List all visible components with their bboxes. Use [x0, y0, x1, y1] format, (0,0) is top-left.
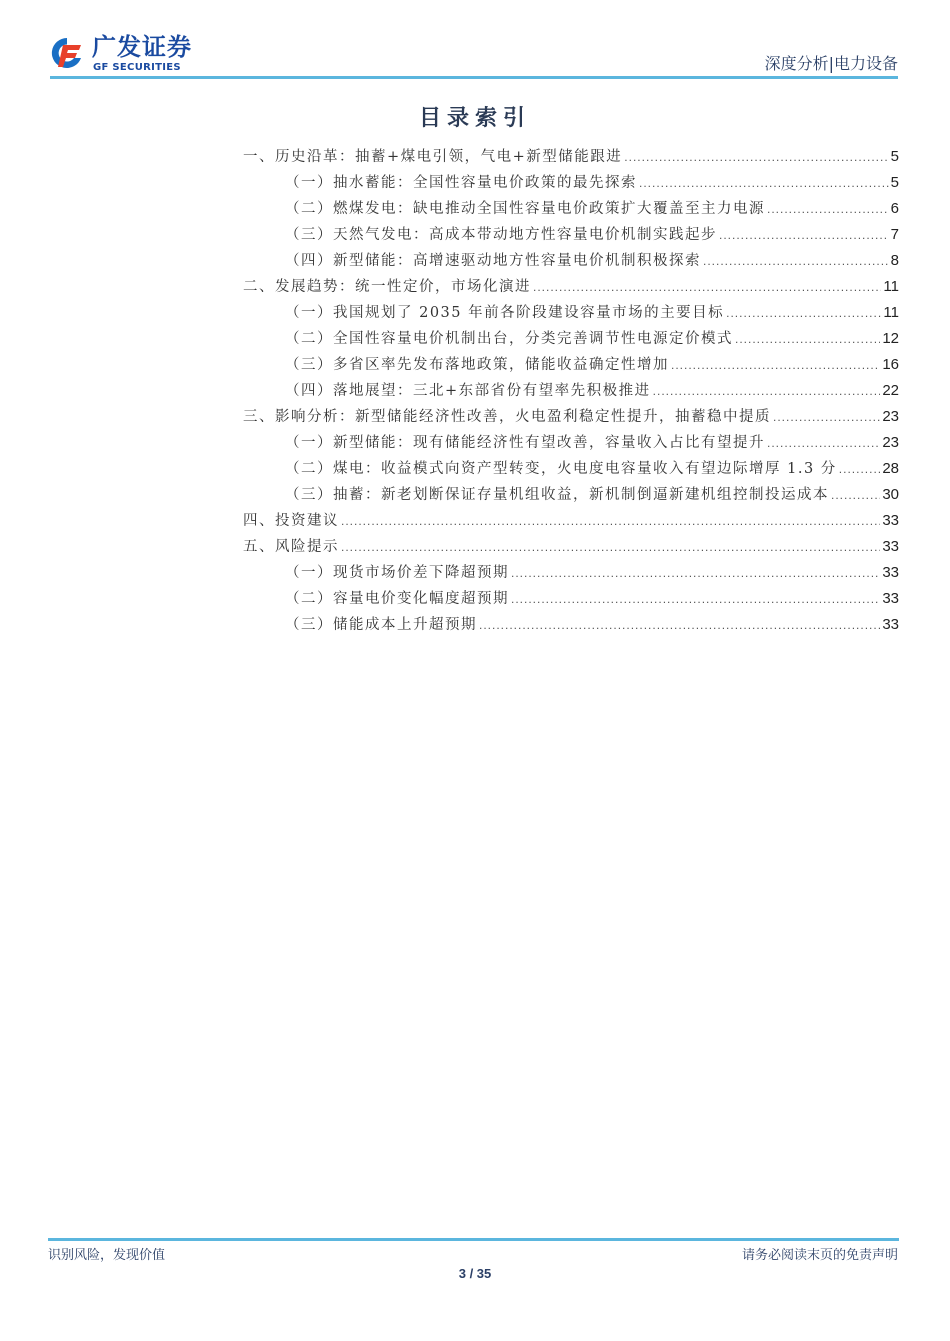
toc-entry-text: （三）多省区率先发布落地政策，储能收益确定性增加: [285, 357, 669, 373]
toc-entry-text: （四）落地展望：三北+东部省份有望率先积极推进: [285, 383, 651, 399]
toc-entry-section-5[interactable]: [243, 534, 899, 560]
toc-leader-dots: [735, 326, 880, 352]
toc-page-number: 22: [882, 382, 899, 399]
toc-page-number: 33: [882, 564, 899, 581]
toc-entry-section-2[interactable]: [243, 274, 899, 300]
toc-entry-subsection[interactable]: [243, 196, 899, 222]
report-type-label: 深度分析|电力设备: [764, 54, 898, 73]
toc-page-number: 7: [890, 226, 899, 243]
toc-page-number: 23: [882, 408, 899, 425]
page-header: [48, 30, 900, 80]
footer-slogan: 识别风险，发现价值: [48, 1248, 166, 1263]
toc-entry-text: （四）新型储能：高增速驱动地方性容量电价机制积极探索: [285, 253, 701, 269]
toc-leader-dots: [511, 560, 880, 586]
toc-entry-text: （二）容量电价变化幅度超预期: [285, 591, 509, 607]
toc-page-number: 33: [882, 616, 899, 633]
toc-entry-subsection[interactable]: [243, 456, 899, 482]
toc-leader-dots: [767, 430, 880, 456]
toc-entry-text: （三）储能成本上升超预期: [285, 617, 477, 633]
toc-entry-subsection[interactable]: [243, 170, 899, 196]
toc-entry-subsection[interactable]: [243, 378, 899, 404]
toc-leader-dots: [533, 274, 881, 300]
toc-entry-subsection[interactable]: [243, 326, 899, 352]
toc-leader-dots: [624, 144, 888, 170]
gf-securities-logo: [48, 30, 208, 76]
header-divider: [50, 76, 898, 79]
footer-disclaimer: 请务必阅读末页的免责声明: [741, 1248, 898, 1263]
toc-leader-dots: [839, 456, 881, 482]
toc-entry-section-4[interactable]: [243, 508, 899, 534]
toc-entry-section-1[interactable]: [243, 144, 899, 170]
toc-entry-text: （一）抽水蓄能：全国性容量电价政策的最先探索: [285, 175, 637, 191]
toc-entry-subsection[interactable]: [243, 586, 899, 612]
toc-page-number: 11: [883, 304, 899, 321]
toc-entry-subsection[interactable]: [243, 560, 899, 586]
toc-entry-text: 三、影响分析：新型储能经济性改善，火电盈利稳定性提升，抽蓄稳中提质: [243, 409, 771, 425]
toc-entry-text: （一）我国规划了 2035 年前各阶段建设容量市场的主要目标: [285, 305, 725, 321]
toc-page-number: 33: [882, 590, 899, 607]
logo-chinese-name: 广发证券: [92, 33, 192, 61]
toc-page-number: 8: [890, 252, 899, 269]
toc-leader-dots: [726, 300, 881, 326]
toc-page-number: 23: [882, 434, 899, 451]
table-of-contents: [243, 144, 899, 638]
toc-entry-subsection[interactable]: [243, 352, 899, 378]
toc-page-number: 11: [883, 278, 899, 295]
logo-english-name: GF SECURITIES: [93, 62, 181, 73]
toc-entry-subsection[interactable]: [243, 300, 899, 326]
toc-page-number: 33: [882, 538, 899, 555]
toc-entry-text: （二）燃煤发电：缺电推动全国性容量电价政策扩大覆盖至主力电源: [285, 201, 765, 217]
toc-page-number: 28: [882, 460, 899, 477]
toc-entry-text: （一）现货市场价差下降超预期: [285, 565, 509, 581]
toc-entry-text: 四、投资建议: [243, 513, 339, 529]
toc-page-number: 5: [890, 148, 899, 165]
footer-divider: [48, 1238, 899, 1241]
toc-page-number: 12: [882, 330, 899, 347]
toc-entry-subsection[interactable]: [243, 482, 899, 508]
toc-page-number: 30: [882, 486, 899, 503]
toc-entry-text: 二、发展趋势：统一性定价，市场化演进: [243, 279, 531, 295]
toc-page-number: 6: [890, 200, 899, 217]
toc-entry-subsection[interactable]: [243, 222, 899, 248]
toc-entry-section-3[interactable]: [243, 404, 899, 430]
toc-page-number: 5: [890, 174, 899, 191]
toc-leader-dots: [639, 170, 889, 196]
toc-leader-dots: [341, 534, 880, 560]
toc-entry-text: 五、风险提示: [243, 539, 339, 555]
toc-entry-text: （三）天然气发电：高成本带动地方性容量电价机制实践起步: [285, 227, 717, 243]
gf-logo-mark-icon: [50, 36, 84, 70]
toc-leader-dots: [511, 586, 880, 612]
page-indicator: 3 / 35: [458, 1266, 492, 1281]
toc-entry-text: （一）新型储能：现有储能经济性有望改善，容量收入占比有望提升: [285, 435, 765, 451]
toc-entry-subsection[interactable]: [243, 248, 899, 274]
toc-entry-text: （二）全国性容量电价机制出台，分类完善调节性电源定价模式: [285, 331, 733, 347]
toc-leader-dots: [341, 508, 880, 534]
toc-leader-dots: [479, 612, 880, 638]
toc-title: 目录索引: [418, 106, 531, 131]
toc-leader-dots: [719, 222, 889, 248]
toc-entry-text: （三）抽蓄：新老划断保证存量机组收益，新机制倒逼新建机组控制投运成本: [285, 487, 829, 503]
toc-entry-subsection[interactable]: [243, 612, 899, 638]
toc-entry-subsection[interactable]: [243, 430, 899, 456]
toc-leader-dots: [671, 352, 880, 378]
toc-page-number: 16: [882, 356, 899, 373]
toc-entry-text: （二）煤电：收益模式向资产型转变，火电度电容量收入有望边际增厚 1.3 分: [285, 461, 837, 477]
toc-leader-dots: [703, 248, 889, 274]
toc-leader-dots: [831, 482, 880, 508]
toc-entry-text: 一、历史沿革：抽蓄+煤电引领，气电+新型储能跟进: [243, 149, 623, 165]
toc-leader-dots: [767, 196, 889, 222]
toc-leader-dots: [773, 404, 880, 430]
toc-leader-dots: [653, 378, 881, 404]
toc-page-number: 33: [882, 512, 899, 529]
